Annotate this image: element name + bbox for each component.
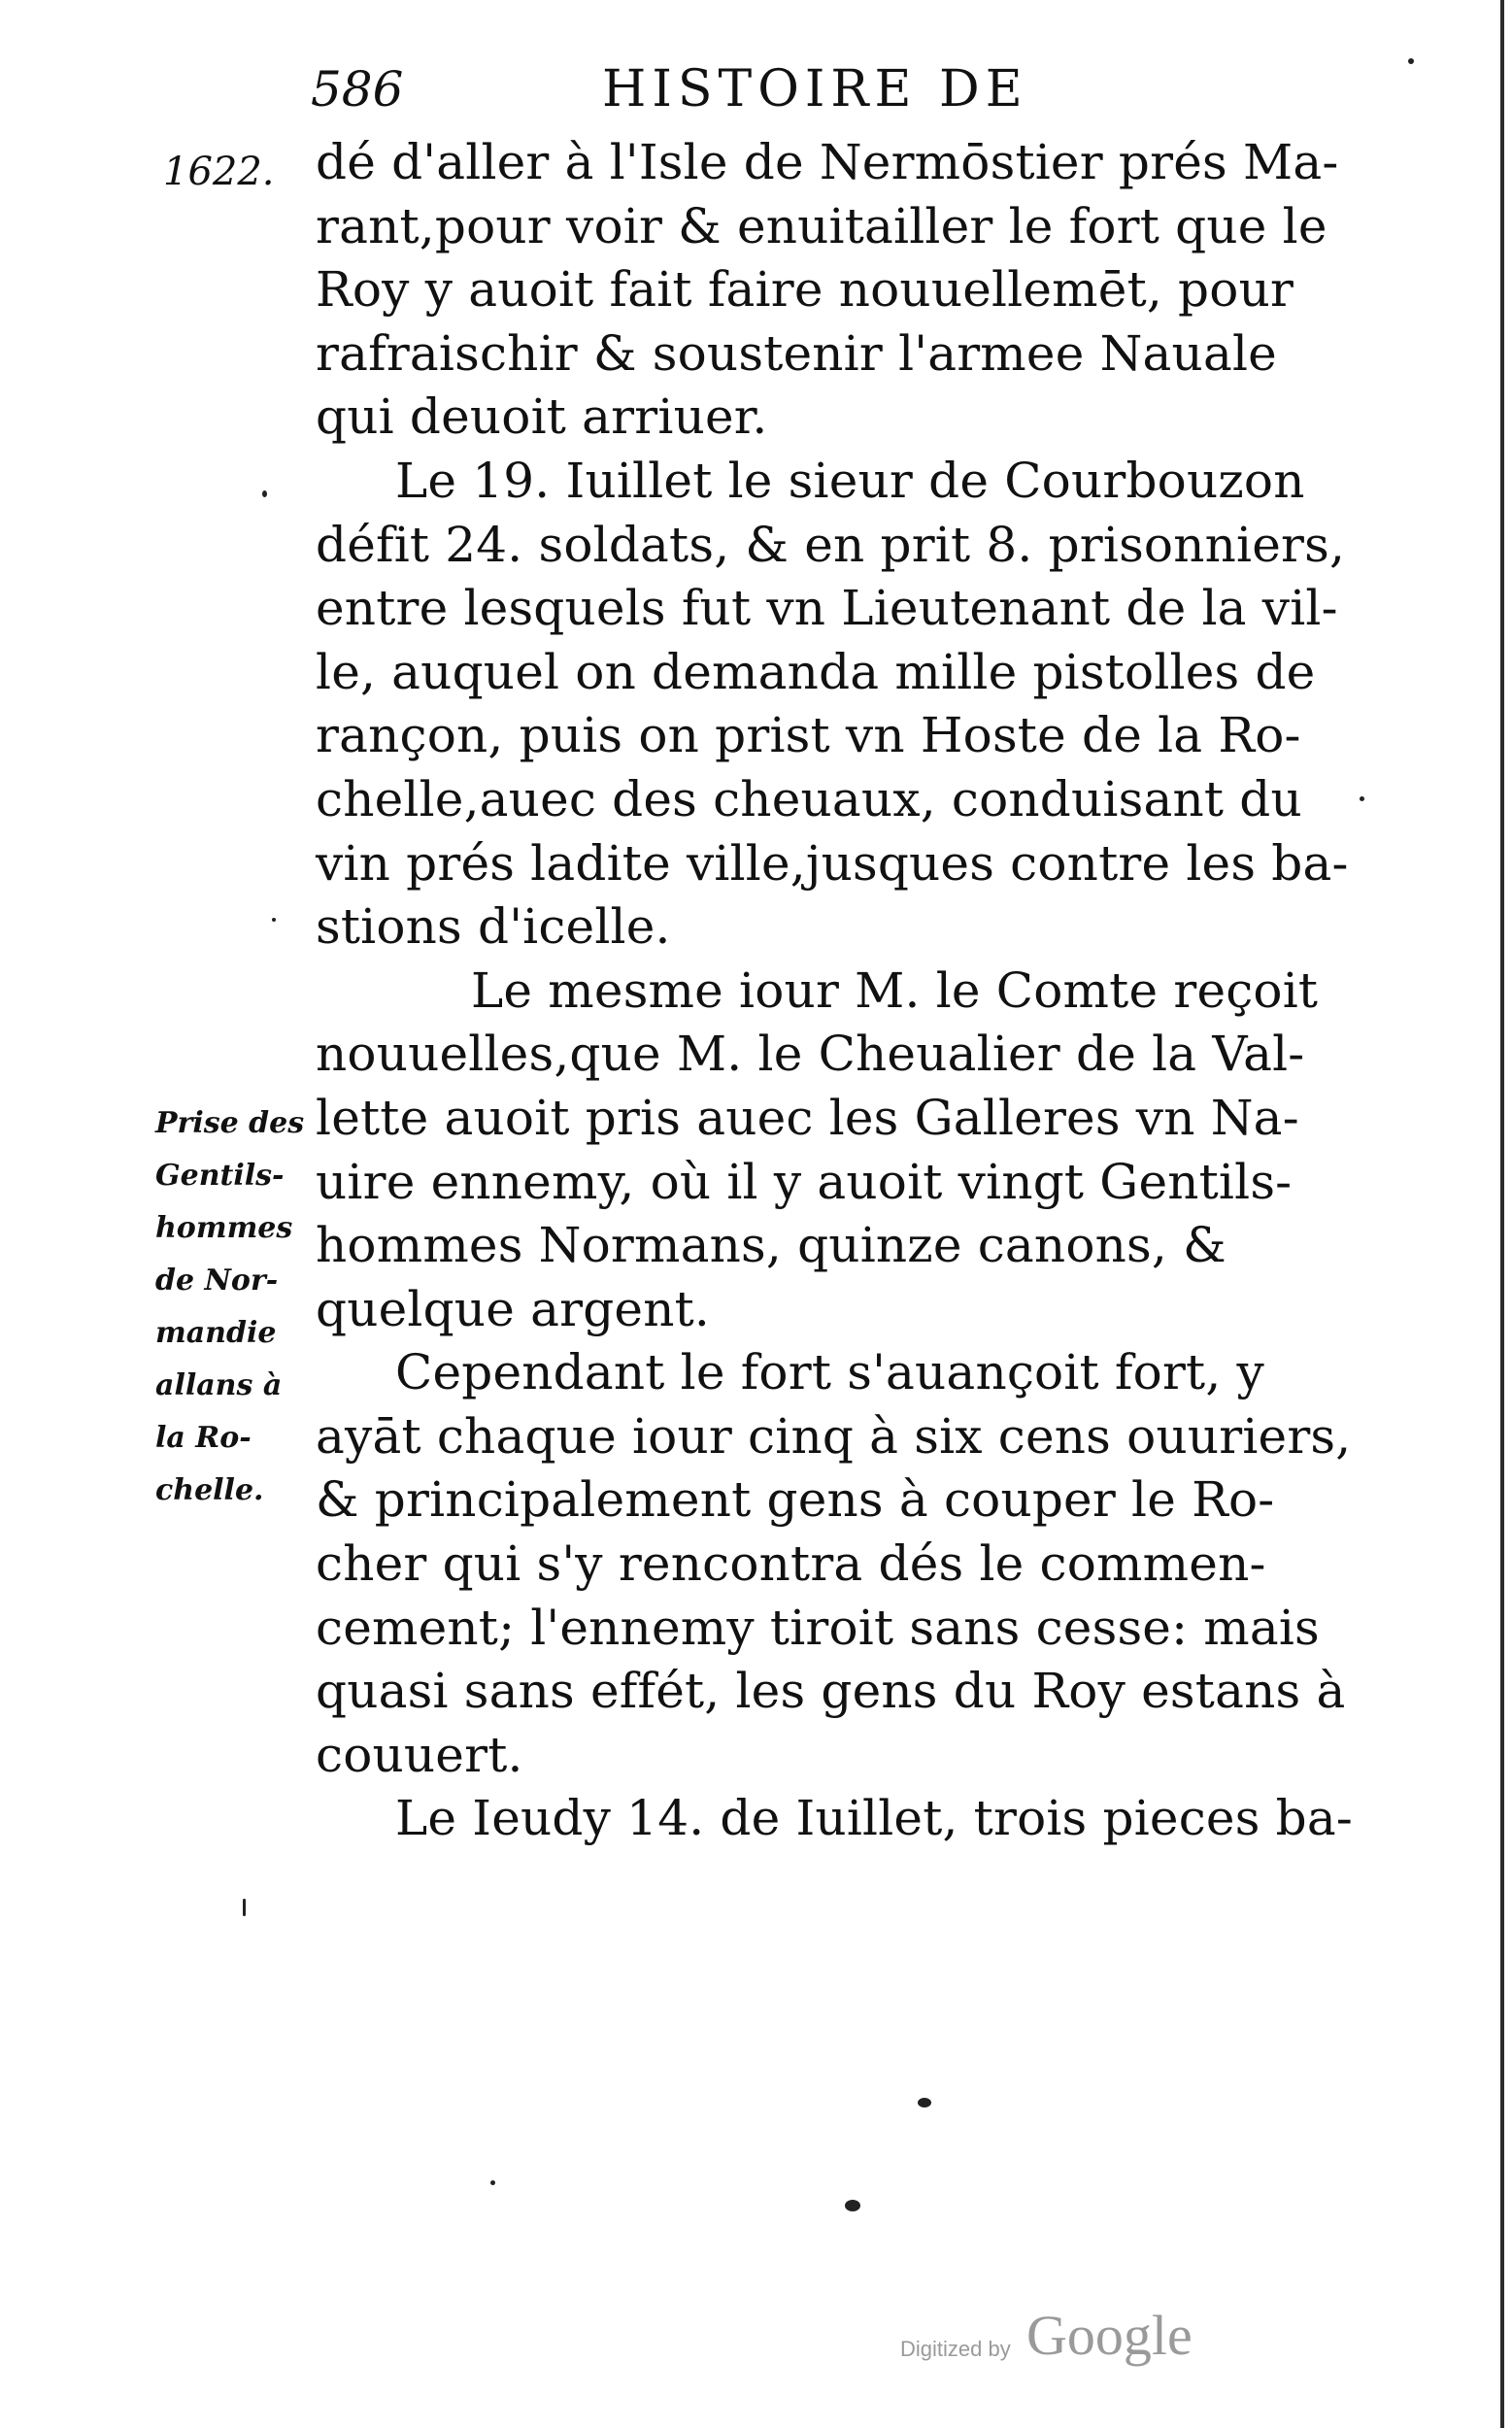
text-line: le, auquel on demanda mille pistolles de bbox=[316, 643, 1316, 700]
scan-speck bbox=[1408, 58, 1414, 64]
scan-speck bbox=[272, 918, 276, 922]
margin-year: 1622. bbox=[163, 150, 275, 194]
text-line: & principalement gens à couper le Ro- bbox=[316, 1471, 1275, 1529]
text-line: hommes Normans, quinze canons, & bbox=[316, 1217, 1226, 1274]
page-number: 586 bbox=[311, 61, 404, 118]
text-line: Roy y auoit fait faire nouuellemēt, pour bbox=[316, 261, 1294, 319]
text-line: uire ennemy, où il y auoit vingt Gentils- bbox=[316, 1153, 1293, 1210]
text-line: Le 19. Iuillet le sieur de Courbouzon bbox=[395, 452, 1305, 509]
text-line: chelle,auec des cheuaux, conduisant du bbox=[316, 770, 1302, 827]
text-line: Cependant le fort s'auançoit fort, y bbox=[395, 1344, 1264, 1401]
text-line: cement; l'ennemy tiroit sans cesse: mais bbox=[316, 1599, 1320, 1656]
margin-note-line: mandie bbox=[155, 1316, 277, 1350]
margin-note bbox=[155, 1097, 320, 1517]
text-line: rafraischir & soustenir l'armee Nauale bbox=[316, 324, 1277, 382]
text-line: couuert. bbox=[316, 1726, 523, 1783]
text-line: rançon, puis on prist vn Hoste de la Ro- bbox=[316, 707, 1301, 764]
margin-note-line: Gentils- bbox=[155, 1159, 285, 1193]
scan-speck bbox=[490, 2180, 495, 2185]
scan-edge-border bbox=[1500, 0, 1504, 2428]
scan-speck bbox=[262, 490, 267, 497]
watermark-prefix: Digitized by bbox=[900, 2337, 1011, 2361]
body-text bbox=[316, 131, 1353, 1851]
running-title: HISTOIRE DE bbox=[602, 60, 1028, 118]
text-line: stions d'icelle. bbox=[316, 898, 671, 956]
scan-speck bbox=[243, 1899, 246, 1916]
margin-note-line: la Ro- bbox=[155, 1421, 252, 1455]
margin-note-line: chelle. bbox=[155, 1473, 264, 1507]
text-line: Le mesme iour M. le Comte reçoit bbox=[471, 961, 1319, 1019]
text-line: dé d'aller à l'Isle de Nermōstier prés Ma- bbox=[316, 134, 1339, 190]
scan-speck bbox=[845, 2200, 860, 2211]
scan-speck bbox=[1360, 796, 1364, 801]
scan-speck bbox=[918, 2098, 931, 2108]
text-line: Le Ieudy 14. de Iuillet, trois pieces ba- bbox=[395, 1790, 1353, 1847]
text-line: rant,pour voir & enuitailler le fort que le bbox=[316, 197, 1327, 254]
margin-note-line: Prise des bbox=[155, 1106, 305, 1140]
margin-note-line: de Nor- bbox=[155, 1264, 279, 1298]
text-line: vin prés ladite ville,jusques contre les ba- bbox=[316, 834, 1349, 892]
text-line: quasi sans effét, les gens du Roy estans à bbox=[316, 1663, 1346, 1720]
text-line: ayāt chaque iour cinq à six cens ouuriers, bbox=[316, 1407, 1352, 1465]
text-line: lette auoit pris auec les Galleres vn Na- bbox=[316, 1089, 1299, 1146]
text-line: qui deuoit arriuer. bbox=[316, 388, 768, 446]
text-line: entre lesquels fut vn Lieutenant de la vil- bbox=[316, 580, 1338, 637]
margin-note-line: allans à bbox=[155, 1368, 283, 1402]
watermark-brand-logo: Google bbox=[1026, 2304, 1193, 2367]
text-line: nouuelles,que M. le Cheualier de la Val- bbox=[316, 1026, 1305, 1083]
digitization-watermark bbox=[900, 2302, 1250, 2379]
page-header bbox=[311, 60, 1107, 128]
text-line: cher qui s'y rencontra dés le commen- bbox=[316, 1535, 1266, 1593]
margin-note-line: hommes bbox=[155, 1211, 293, 1245]
text-line: quelque argent. bbox=[316, 1280, 710, 1337]
text-line: défit 24. soldats, & en prit 8. prisonniers, bbox=[316, 516, 1346, 573]
